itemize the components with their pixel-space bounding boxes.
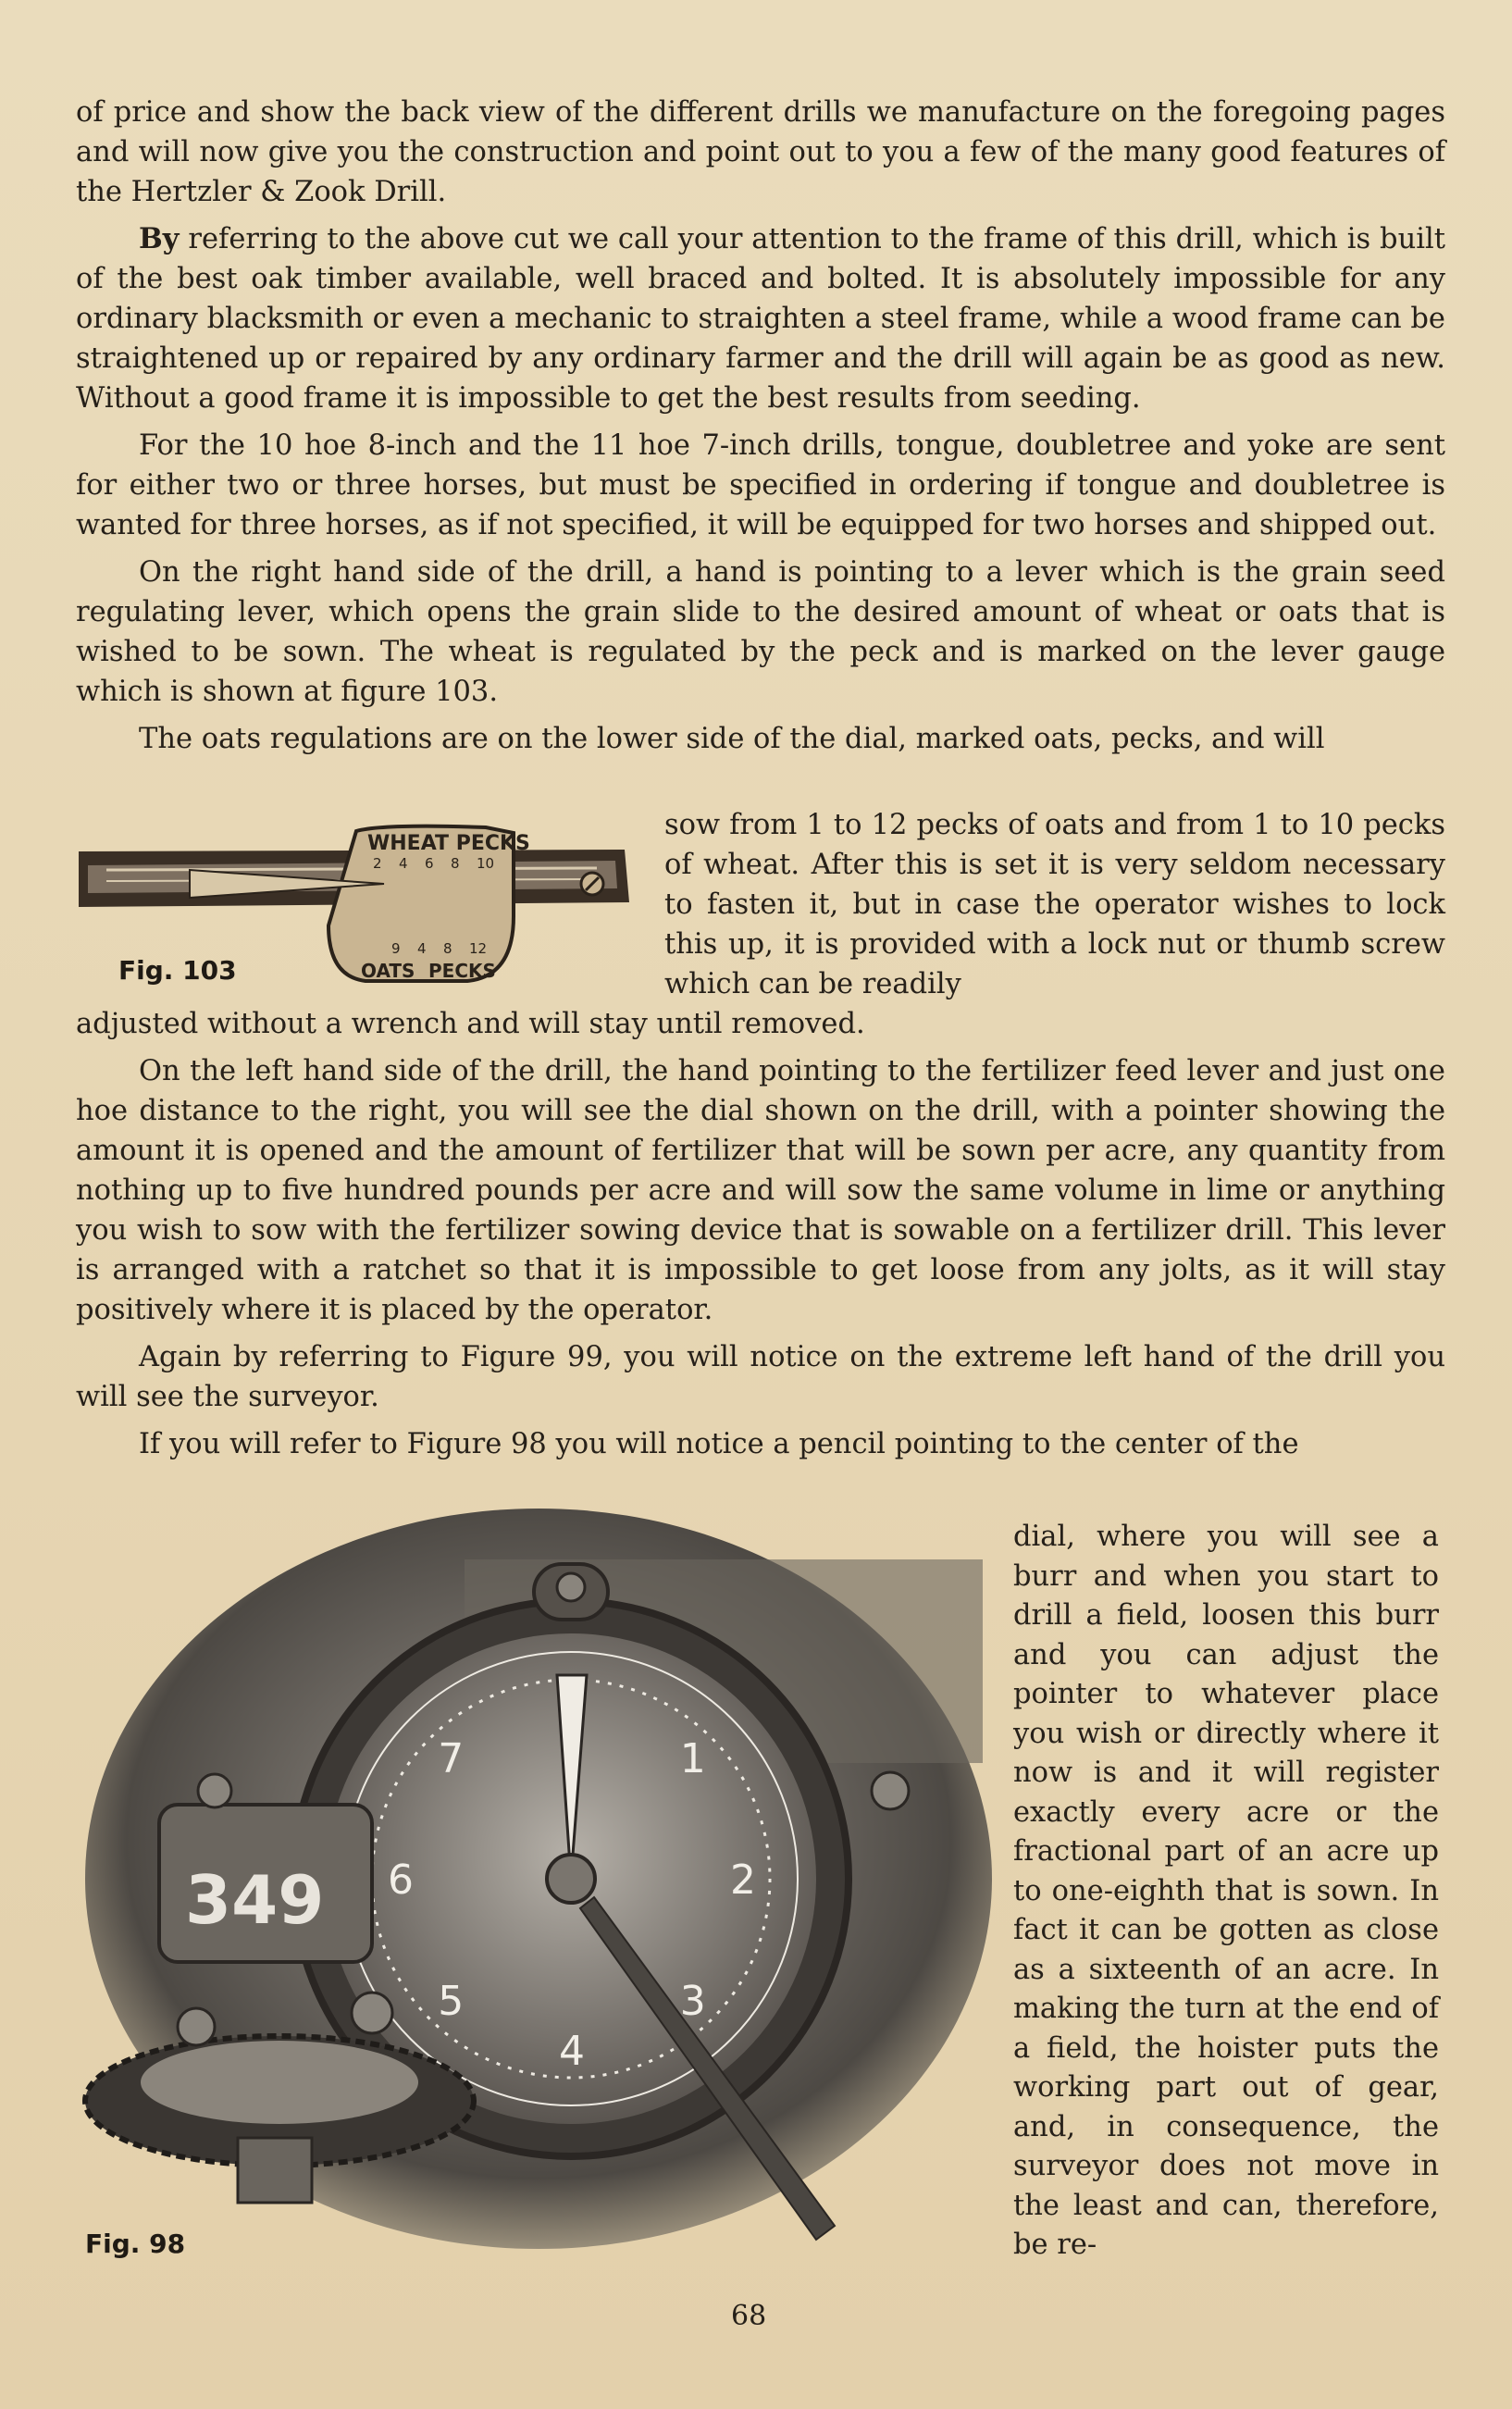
- paragraph-8-top: If you will refer to Figure 98 you will notice a pencil pointing to the center of the: [139, 1428, 1299, 1460]
- paragraph-5-side: [664, 805, 1445, 1012]
- oats-scale-number: 12: [469, 940, 488, 957]
- paragraph-1: of price and show the back view of the different drills we manufacture on the foregoing pages and will now give you the construction and point out to you a few of the many good features of the Hertzler & Zook Drill.: [76, 96, 1445, 208]
- dial-number: 6: [388, 1856, 414, 1904]
- oats-scale-number: 4: [417, 940, 427, 957]
- page-number: 68: [731, 2300, 767, 2332]
- paragraph-2-body: referring to the above cut we call your attention to the frame of this drill, which is built of the best oak timber available, well braced and bolted. It is absolutely impossible for any ordinary blacksmith or even a mechanic to straighten a steel frame, while a wood frame can be straightened up or repaired by any ordinary farmer and the drill will again be as good as new. Without a good frame it is impossible to get the best results from seeding.: [76, 223, 1445, 415]
- oats-scale-number: 8: [443, 940, 452, 957]
- figure-98-surveyor-dial: [76, 1509, 1001, 2267]
- figure-103-caption: Fig. 103: [118, 955, 237, 986]
- wheat-pecks-label: WHEAT PECKS: [367, 832, 530, 855]
- oats-label: OATS: [361, 960, 415, 982]
- wheat-scale-number: 8: [451, 855, 460, 872]
- paragraph-2-lead: By: [139, 222, 180, 255]
- paragraph-7: Again by referring to Figure 99, you will notice on the extreme left hand of the drill you will see the surveyor.: [76, 1341, 1445, 1413]
- dial-number: 7: [438, 1735, 465, 1783]
- wheat-scale-number: 4: [399, 855, 408, 872]
- paragraph-6: On the left hand side of the drill, the hand pointing to the fertilizer feed lever and just one hoe distance to the right, you will see the dial shown on the drill, with a pointer showing the amount it is opened and the amount of fertilizer that will be sown per acre, any quantity from nothing up to five hundred pounds per acre and will sow the same volume in lime or anything you wish to sow with the fertilizer sowing device that is sowable on a fertilizer drill. This lever is arranged with a ratchet so that it is impossible to get loose from any jolts, as it will stay positively where it is placed by the operator.: [76, 1055, 1445, 1326]
- figure-98-caption: Fig. 98: [85, 2229, 186, 2259]
- wheat-scale-number: 6: [425, 855, 434, 872]
- paragraph-2: [76, 219, 1445, 418]
- wheat-scale-number: 2: [373, 855, 382, 872]
- paragraph-3: For the 10 hoe 8-inch and the 11 hoe 7-inch drills, tongue, doubletree and yoke are sent for either two or three horses, but must be specified in ordering if tongue and doubletree is wanted for three horses, as if not specified, it will be equipped for two horses and shipped out.: [76, 429, 1445, 541]
- dial-number: 2: [730, 1856, 756, 1904]
- wheat-scale-number: 10: [477, 855, 495, 872]
- counter-value: 349: [185, 1861, 325, 1939]
- oats-scale-number: 9: [391, 940, 401, 957]
- dial-number: 4: [559, 2028, 585, 2075]
- paragraph-8-side: [1013, 1518, 1439, 2273]
- dial-number: 1: [679, 1735, 706, 1783]
- dial-number: 3: [679, 1977, 706, 2025]
- paragraph-4: On the right hand side of the drill, a hand is pointing to a lever which is the grain seed regulating lever, which opens the grain slide to the desired amount of wheat or oats that is wished to be sown. The wheat is regulated by the peck and is marked on the lever gauge which is shown at figure 103.: [76, 556, 1445, 708]
- paragraph-5-side-text: sow from 1 to 12 pecks of oats and from 1 to 10 pecks of wheat. After this is set it is very seldom necessary to fasten it, but in case the operator wishes to lock this up, it is provided with a lock nut or thumb screw which can be readily: [664, 809, 1445, 1000]
- pecks-label: PECKS: [428, 960, 496, 982]
- paragraph-5-bottom: adjusted without a wrench and will stay until removed.: [76, 1008, 865, 1040]
- main-text-block: [76, 93, 1445, 759]
- paragraph-8-side-text: dial, where you will see a burr and when you start to drill a field, loosen this burr and you can adjust the pointer to whatever place you wish or directly where it now is and it will register exactly every acre or the fractional part of an acre up to one-eighth that is sown. In fact it can be gotten as close as a sixteenth of an acre. In making the turn at the end of a field, the hoister puts the working part out of gear, and, in consequence, the surveyor does not move in the least and can, therefore, be re-: [1013, 1521, 1439, 2261]
- dial-number: 5: [438, 1977, 465, 2025]
- middle-text-block: [76, 1004, 1445, 1464]
- paragraph-5-top: The oats regulations are on the lower side of the dial, marked oats, pecks, and will: [139, 723, 1325, 755]
